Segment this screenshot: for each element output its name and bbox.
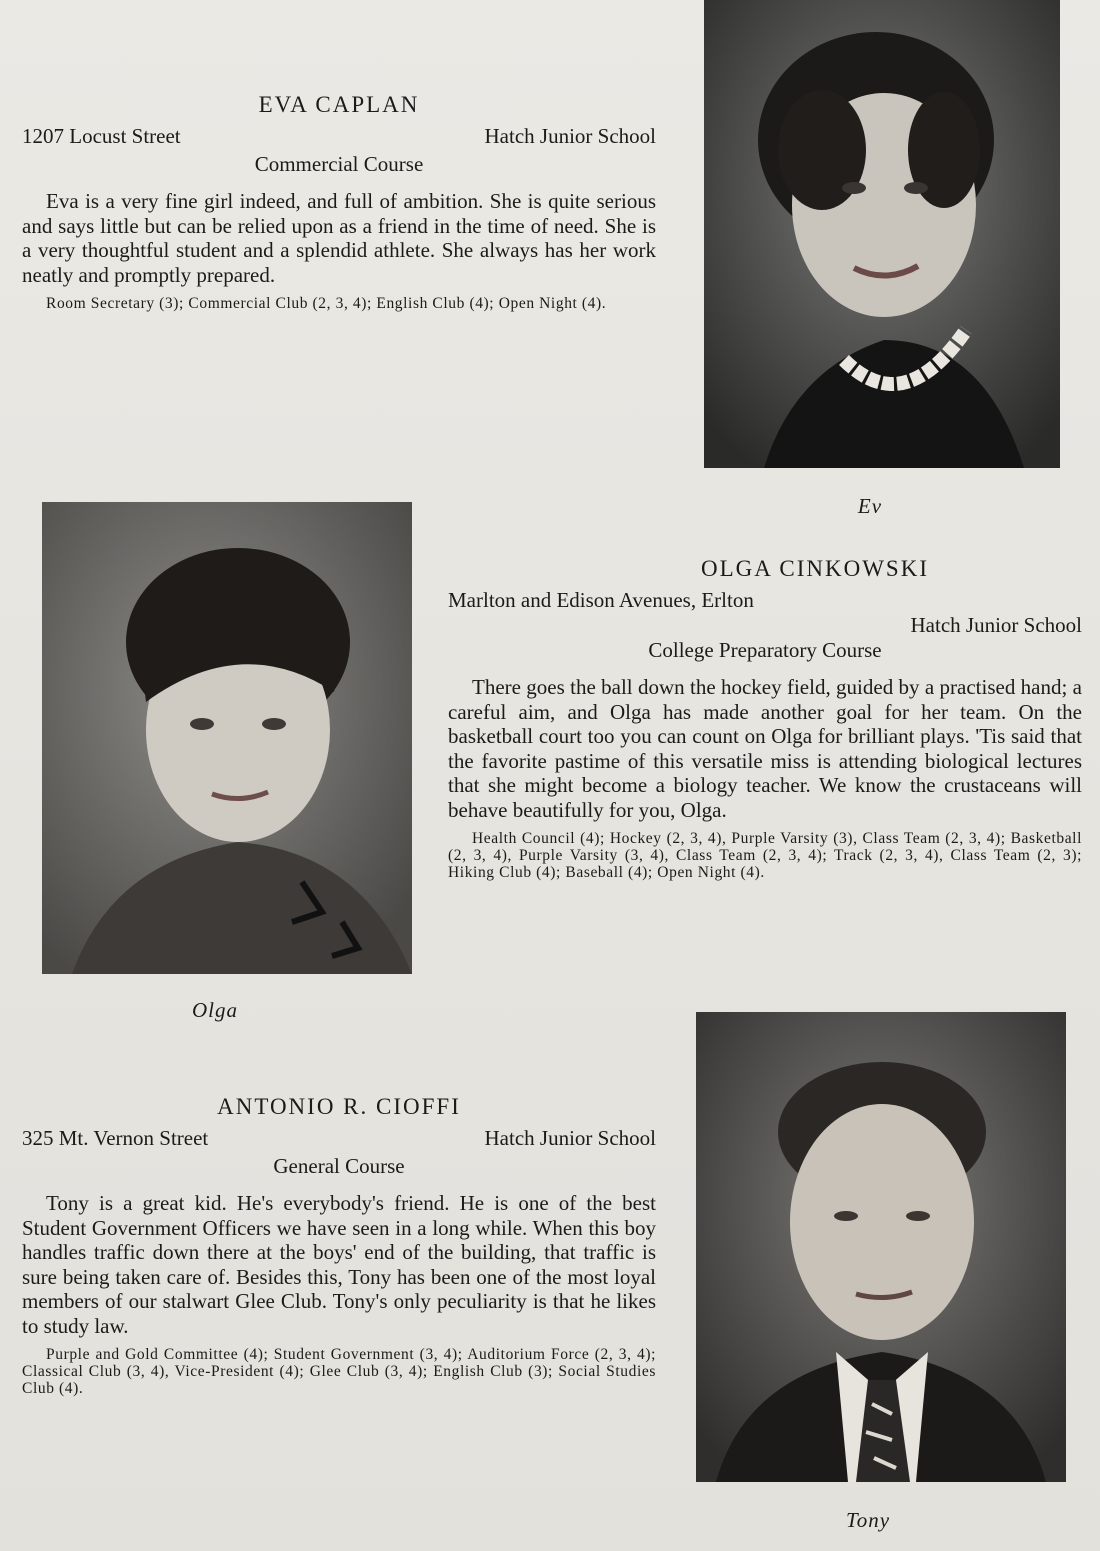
portrait-icon	[42, 502, 412, 974]
student-bio: There goes the ball down the hockey field, guided by a practised hand; a careful aim, and Olga has made another goal for her team. On the basketball court too you can count on Olga for brilliant plays. 'Tis said that the favorite pastime of this versatile miss is attending biological lectures that she might become a biology teacher. We know the crustaceans will behave beautifully for you, Olga.	[448, 675, 1082, 822]
student-school: Hatch Junior School	[484, 1126, 656, 1150]
student-bio: Eva is a very fine girl indeed, and full of ambition. She is quite serious and says little but can be relied upon as a friend in the time of need. She is a very thoughtful student and a splendid athlete. She always has her work neatly and promptly prepared.	[22, 189, 656, 287]
student-name: ANTONIO R. CIOFFI	[217, 1094, 461, 1119]
student-course: College Preparatory Course	[648, 638, 882, 662]
student-activities: Purple and Gold Committee (4); Student Government (3, 4); Auditorium Force (2, 3, 4); Classical Club (3, 4), Vice-President (4); Glee Club (3, 4); English Club (3); Social Studies Club (4).	[22, 1346, 656, 1397]
student-activities: Health Council (4); Hockey (2, 3, 4), Purple Varsity (3), Class Team (2, 3, 4); Basketball (2, 3, 4), Purple Varsity (3, 4), Class Team (2, 3, 4); Track (2, 3, 4), Class Team (2, 3); Hiking Club (4); Baseball (4); Open Night (4).	[448, 830, 1082, 881]
nickname-caption: Ev	[857, 494, 883, 518]
student-address: Marlton and Edison Avenues, Erlton	[448, 588, 754, 612]
student-entry-eva	[22, 92, 656, 312]
student-activities: Room Secretary (3); Commercial Club (2, 3, 4); English Club (4); Open Night (4).	[46, 295, 607, 312]
student-school: Hatch Junior School	[910, 613, 1082, 637]
student-entry-olga	[448, 556, 1082, 881]
student-school: Hatch Junior School	[484, 124, 656, 148]
portrait-icon	[696, 1012, 1066, 1482]
nickname-caption: Olga	[192, 998, 238, 1022]
student-course: General Course	[273, 1154, 405, 1178]
address-row	[22, 1126, 656, 1151]
address-row	[22, 124, 656, 149]
student-entry-antonio	[22, 1094, 656, 1397]
student-name: EVA CAPLAN	[258, 92, 420, 117]
student-bio: Tony is a great kid. He's everybody's friend. He is one of the best Student Government Officers we have seen in a long while. When this boy handles traffic down there at the boys' end of the building, that traffic is sure being taken care of. Besides this, Tony has been one of the most loyal members of our stalwart Glee Club. Tony's only peculiarity is that he likes to study law.	[22, 1191, 656, 1338]
portrait-photo-antonio	[696, 1012, 1066, 1482]
portrait-photo-olga	[42, 502, 412, 974]
portrait-photo-eva	[704, 0, 1060, 468]
student-name: OLGA CINKOWSKI	[701, 556, 929, 581]
portrait-icon	[704, 0, 1060, 468]
nickname-caption: Tony	[845, 1508, 891, 1532]
student-address: 1207 Locust Street	[22, 124, 181, 148]
student-address: 325 Mt. Vernon Street	[22, 1126, 209, 1150]
student-course: Commercial Course	[254, 152, 424, 176]
